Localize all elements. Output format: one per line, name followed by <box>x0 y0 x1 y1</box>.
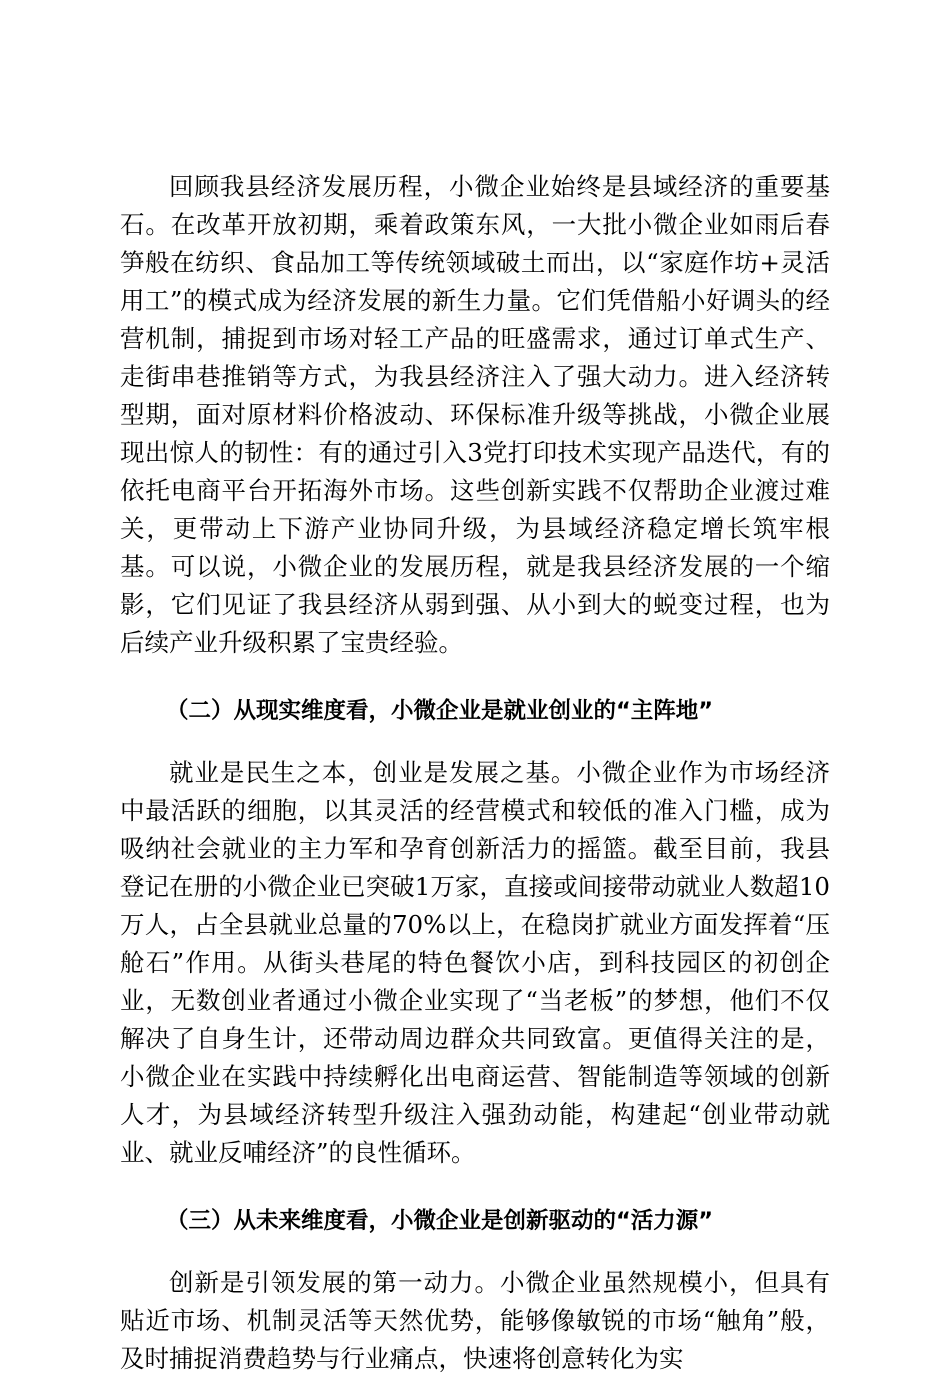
body-paragraph-history: 回顾我县经济发展历程，小微企业始终是县域经济的重要基石。在改革开放初期，乘着政策东风，一大批小微企业如雨后春笋般在纺织、食品加工等传统领域破土而出，以“家庭作坊+灵活用工”的模式成为经济发展的新生力量。它们凭借船小好调头的经营机制，捕捉到市场对轻工产品的旺盛需求，通过订单式生产、走街串巷推销等方式，为我县经济注入了强大动力。进入经济转型期，面对原材料价格波动、环保标准升级等挑战，小微企业展现出惊人的韧性：有的通过引入3党打印技术实现产品迭代，有的依托电商平台开拓海外市场。这些创新实践不仅帮助企业渡过难关，更带动上下游产业协同升级，为县域经济稳定增长筑牢根基。可以说，小微企业的发展历程，就是我县经济发展的一个缩影，它们见证了我县经济从弱到强、从小到大的蜕变过程，也为后续产业升级积累了宝贵经验。 <box>120 172 830 657</box>
body-paragraph-employment: 就业是民生之本，创业是发展之基。小微企业作为市场经济中最活跃的细胞，以其灵活的经营模式和较低的准入门槛，成为吸纳社会就业的主力军和孕育创新活力的摇篮。截至目前，我县登记在册的小微企业已突破1万家，直接或间接带动就业人数超10万人，占全县就业总量的70%以上，在稳岗扩就业方面发挥着“压舱石”作用。从街头巷尾的特色餐饮小店，到科技园区的初创企业，无数创业者通过小微企业实现了“当老板”的梦想，他们不仅解决了自身生计，还带动周边群众共同致富。更值得关注的是，小微企业在实践中持续孵化出电商运营、智能制造等领域的创新人才，为县域经济转型升级注入强劲动能，构建起“创业带动就业、就业反哺经济”的良性循环。 <box>120 758 830 1167</box>
spacer <box>120 1172 830 1202</box>
spacer <box>120 1240 830 1264</box>
section-heading-3: （三）从未来维度看，小微企业是创新驱动的“活力源” <box>166 1208 714 1234</box>
spacer <box>120 730 830 754</box>
spacer <box>120 662 830 692</box>
section-heading-2: （二）从现实维度看，小微企业是就业创业的“主阵地” <box>166 698 714 724</box>
document-page <box>120 168 830 1378</box>
body-paragraph-innovation: 创新是引领发展的第一动力。小微企业虽然规模小，但具有贴近市场、机制灵活等天然优势，能够像敏锐的市场“触角”般，及时捕捉消费趋势与行业痛点，快速将创意转化为实 <box>120 1268 830 1373</box>
